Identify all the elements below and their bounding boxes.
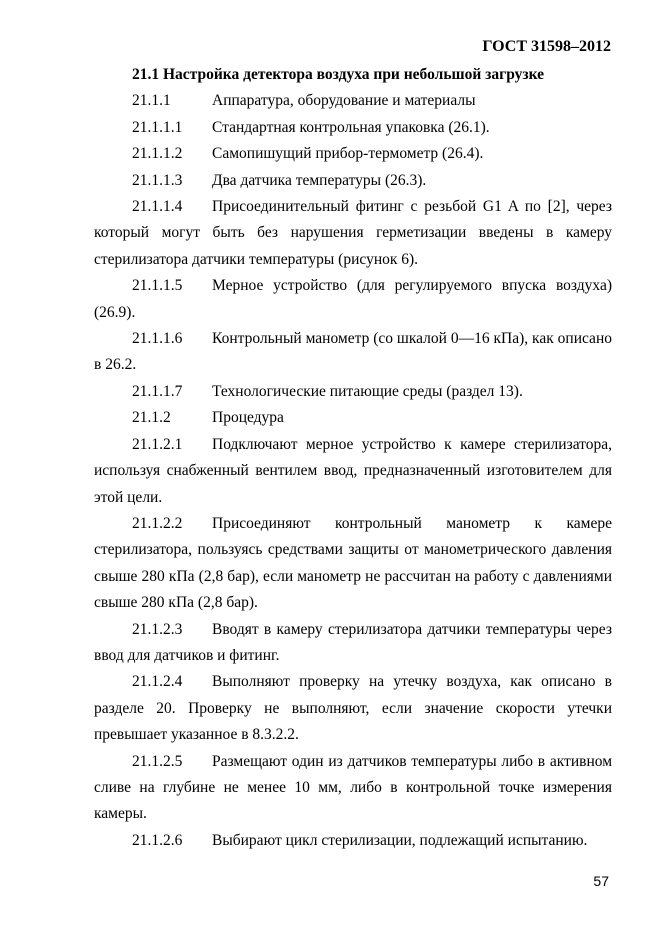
paragraph (94, 749, 612, 828)
clause-text: Технологические питающие среды (раздел 13). (212, 382, 523, 400)
clause-number: 21.1.1 (132, 92, 171, 110)
clause-text: Присоединительный фитинг с резьбой G1 A по [2], через который могут быть без нарушения герметизации введены в камеру стерилизатора датчики температуры (рисунок 6). (94, 198, 612, 268)
clause-text: Выполняют проверку на утечку воздуха, как описано в разделе 20. Проверку не выполняют, если значение скорости утечки превышает указанное в 8.3.2.2. (94, 673, 612, 744)
paragraph (94, 273, 612, 326)
clause-text: Два датчика температуры (26.3). (212, 171, 427, 189)
paragraph (94, 432, 612, 511)
clause-number: 21.1.2.4 (132, 673, 183, 691)
clause-number: 21.1.1.3 (132, 171, 183, 189)
clause-number: 21.1.1.4 (132, 198, 183, 216)
paragraph (94, 168, 612, 194)
clause-text: Аппаратура, оборудование и материалы (212, 92, 476, 110)
clause-text: Мерное устройство (для регулируемого впуска воздуха) (26.9). (94, 277, 612, 321)
page-number: 57 (593, 873, 609, 889)
paragraph (94, 405, 612, 431)
clause-text: Контрольный манометр (со шкалой 0—16 кПа), как описано в 26.2. (94, 330, 612, 374)
standard-header: ГОСТ 31598–2012 (482, 38, 611, 55)
clause-number: 21.1.2 (132, 409, 171, 427)
clause-number: 21.1.1.5 (132, 277, 183, 295)
paragraph (94, 669, 612, 748)
paragraph (94, 379, 612, 405)
clause-number: 21.1.2.6 (132, 831, 183, 849)
paragraph (94, 88, 612, 114)
paragraph (94, 617, 612, 670)
clause-number: 21.1.2.3 (132, 620, 183, 638)
clause-number: 21.1.1.7 (132, 382, 183, 400)
clause-text: Вводят в камеру стерилизатора датчики температуры через ввод для датчиков и фитинг. (94, 620, 612, 664)
paragraph (94, 115, 612, 141)
paragraph (94, 828, 612, 854)
clause-number: 21.1.2.1 (132, 435, 183, 453)
clause-text: Подключают мерное устройство к камере стерилизатора, используя снабженный вентилем ввод, предназначенный изготовителем для этой цели. (94, 435, 612, 506)
clause-text: Размещают один из датчиков температуры либо в активном сливе на глубине не менее 10 мм, либо в контрольной точке измерения камеры. (94, 752, 612, 823)
clause-number: 21.1.2.2 (132, 514, 183, 532)
clause-text: Самопишущий прибор-термометр (26.4). (212, 145, 484, 163)
clause-text: Присоединяют контрольный манометр к камере стерилизатора, пользуясь средствами защиты от манометрического давления свыше 280 кПа (2,8 бар), если манометр не рассчитан на работу с давлениями свыше 280 кПа (2,8 бар). (94, 514, 612, 612)
paragraph (94, 511, 612, 617)
clause-number: 21.1.1.6 (132, 330, 183, 348)
section-title: 21.1 Настройка детектора воздуха при небольшой загрузке (132, 66, 545, 83)
paragraph (94, 194, 612, 273)
clause-number: 21.1.1.2 (132, 145, 183, 163)
clause-text: Выбирают цикл стерилизации, подлежащий испытанию. (212, 831, 588, 849)
paragraph (94, 326, 612, 379)
clause-text: Процедура (212, 409, 284, 427)
paragraph (94, 141, 612, 167)
clause-number: 21.1.2.5 (132, 752, 183, 770)
clause-text: Стандартная контрольная упаковка (26.1). (212, 118, 490, 136)
page-content (94, 62, 612, 854)
clause-number: 21.1.1.1 (132, 118, 183, 136)
